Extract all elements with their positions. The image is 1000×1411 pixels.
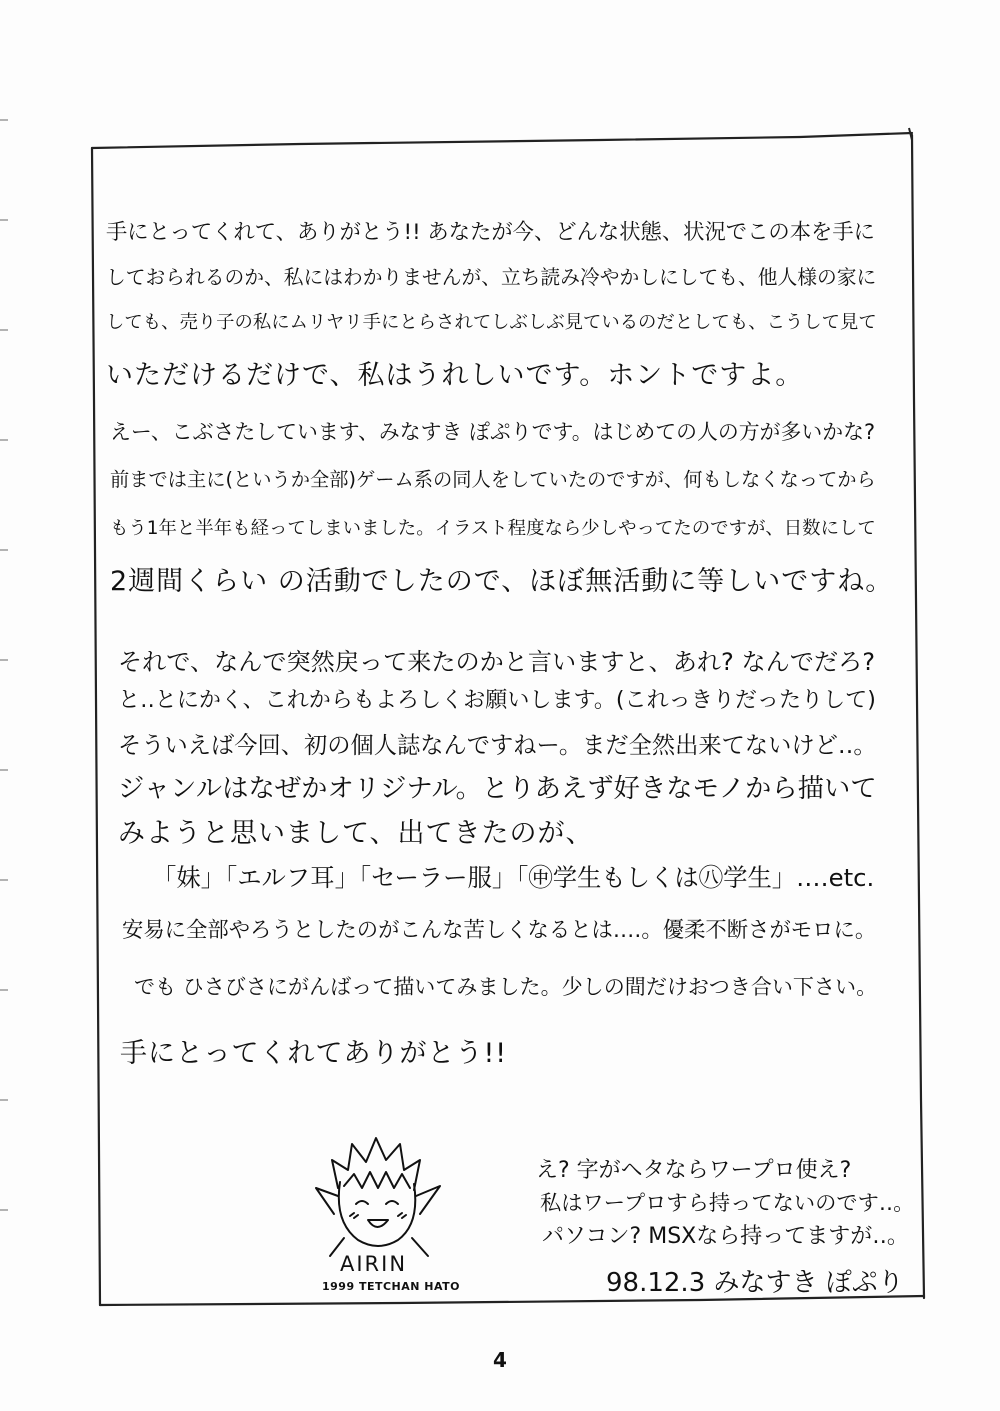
- page-number: 4: [493, 1348, 507, 1372]
- footnote-line: パソコン? MSXなら持ってますが‥。: [542, 1224, 909, 1249]
- letter-line: それで、なんで突然戻って来たのかと言いますと、あれ? なんでだろ?: [118, 648, 876, 676]
- character-name: AIRIN: [340, 1252, 408, 1276]
- letter-line: 安易に全部やろうとしたのがこんな苦しくなるとは‥‥。優柔不断さがモロに。: [122, 918, 877, 943]
- letter-line: しておられるのか、私にはわかりませんが、立ち読み冷やかしにしても、他人様の家に: [106, 266, 877, 289]
- registration-ticks: [0, 0, 12, 1411]
- letter-line: でも ひさびさにがんばって描いてみました。少しの間だけおつき合い下さい。: [134, 974, 878, 999]
- letter-line: 2週間くらい の活動でしたので、ほぼ無活動に等しいですね。: [110, 566, 894, 597]
- letter-line: もう1年と半年も経ってしまいました。イラスト程度なら少しやってたのですが、日数にして: [110, 518, 876, 539]
- letter-line: しても、売り子の私にムリヤリ手にとらされてしぶしぶ見ているのだとしても、こうして見て: [106, 312, 877, 333]
- date-signature: 98.12.3 みなすき ぽぷり: [606, 1268, 904, 1298]
- closing-line: 手にとってくれてありがとう!!: [120, 1038, 508, 1069]
- character-sketch: [310, 1130, 450, 1260]
- letter-line: そういえば今回、初の個人誌なんですねー。まだ全然出来てないけど‥。: [118, 732, 877, 759]
- letter-line: いただけるだけで、私はうれしいです。ホントですよ。: [106, 360, 804, 391]
- character-credit: 1999 TETCHAN HATO: [322, 1280, 461, 1293]
- letter-line: ジャンルはなぜかオリジナル。とりあえず好きなモノから描いて: [118, 774, 877, 804]
- letter-line: 「妹」「エルフ耳」「セーラー服」「㊥学生もしくは㊇学生」‥‥etc.: [152, 863, 875, 892]
- letter-line: えー、こぶさたしています、みなすき ぽぷりです。はじめての人の方が多いかな?: [110, 420, 876, 444]
- letter-line: 前までは主に(というか全部)ゲーム系の同人をしていたのですが、何もしなくなってから: [110, 468, 876, 491]
- letter-line: みようと思いまして、出てきたのが、: [118, 818, 594, 849]
- letter-line: 手にとってくれて、ありがとう!! あなたが今、どんな状態、状況でこの本を手に: [106, 220, 875, 245]
- footnote-line: 私はワープロすら持ってないのです‥。: [540, 1191, 915, 1216]
- letter-line: と‥とにかく、これからもよろしくお願いします。(これっきりだったりして): [118, 688, 876, 713]
- footnote-line: え? 字がヘタならワープロ使え?: [536, 1158, 852, 1183]
